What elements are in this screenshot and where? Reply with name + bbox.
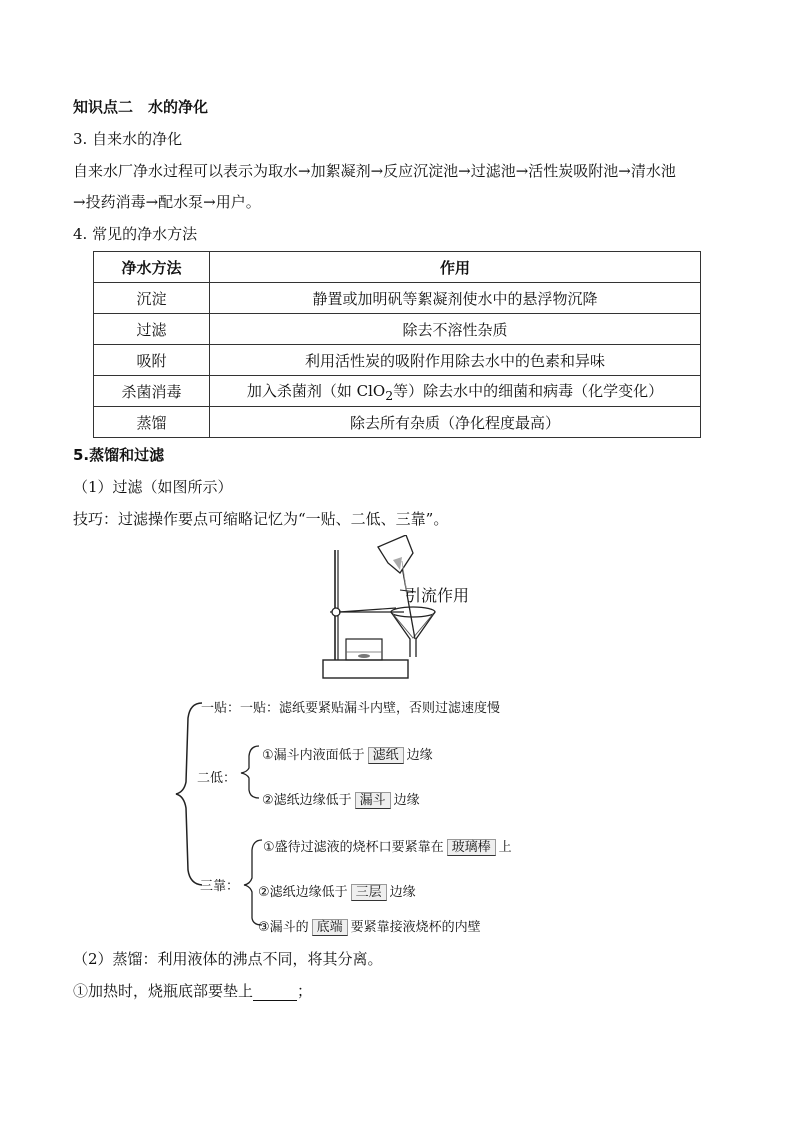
summary-brace — [174, 698, 274, 948]
rule-sankao-1-text: ①盛待过滤液的烧杯口要紧靠在 — [263, 840, 444, 855]
table-cell-method: 吸附 — [94, 345, 210, 376]
rule-sankao-2 — [258, 881, 416, 901]
answer-loudou: 漏斗 — [355, 792, 391, 809]
table-row — [94, 283, 701, 314]
effect-subscript: 2 — [385, 387, 394, 403]
filter-tip: 技巧：过滤操作要点可缩略记忆为“一贴、二低、三靠”。 — [73, 510, 449, 528]
section-3-title: 3. 自来水的净化 — [73, 130, 183, 148]
rule-yitie: 一贴：一贴：滤纸要紧贴漏斗内壁，否则过滤速度慢 — [201, 701, 501, 716]
section-heading: 知识点二 水的净化 — [73, 98, 209, 116]
answer-lvzhi: 滤纸 — [368, 747, 404, 764]
rule-sankao-1-end: 上 — [498, 840, 512, 855]
table-row — [94, 345, 701, 376]
section-3-text-line-1: 自来水厂净水过程可以表示为取水→加絮凝剂→反应沉淀池→过滤池→活性炭吸附池→清水池 — [73, 162, 676, 180]
effect-text-pre: 加入杀菌剂（如 ClO — [246, 381, 386, 400]
table-cell-method: 过滤 — [94, 314, 210, 345]
table-header-row — [94, 252, 701, 283]
section-5-title: 5.蒸馏和过滤 — [73, 446, 165, 464]
rule-erdi-1-end: 边缘 — [406, 748, 433, 763]
table-cell-method: 杀菌消毒 — [94, 376, 210, 407]
table-row — [94, 314, 701, 345]
filtration-apparatus-illustration — [318, 535, 488, 685]
section-3-text-line-2: →投药消毒→配水泵→用户。 — [73, 193, 261, 211]
effect-text-post: 等）除去水中的细菌和病毒（化学变化） — [393, 381, 664, 400]
table-cell-effect: 利用活性炭的吸附作用除去水中的色素和异味 — [210, 345, 701, 376]
table-row — [94, 407, 701, 438]
rule-sankao-3-text: ③漏斗的 — [258, 920, 309, 935]
distill-item-1-text: ①加热时，烧瓶底部要垫上 — [73, 982, 254, 1000]
table-header-effect: 作用 — [210, 252, 701, 283]
rule-sankao-2-text: ②滤纸边缘低于 — [258, 885, 348, 900]
rule-erdi-2-text: ②滤纸边缘低于 — [262, 793, 352, 808]
fill-in-blank — [253, 986, 297, 1001]
table-cell-effect: 静置或加明矾等絮凝剂使水中的悬浮物沉降 — [210, 283, 701, 314]
rule-erdi-2 — [262, 789, 420, 809]
rule-sankao-label: 三靠： — [200, 879, 240, 894]
answer-diduan: 底端 — [312, 919, 348, 936]
distill-item-1-end: ； — [297, 982, 313, 1000]
table-cell-method: 蒸馏 — [94, 407, 210, 438]
table-cell-effect: 除去所有杂质（净化程度最高） — [210, 407, 701, 438]
water-purification-table — [93, 251, 701, 438]
diagram-label-drainage: 引流作用 — [405, 586, 470, 605]
rule-sankao-1 — [263, 836, 512, 856]
table-cell-effect: 除去不溶性杂质 — [210, 314, 701, 345]
section-4-title: 4. 常见的净水方法 — [73, 225, 198, 243]
rule-sankao-2-end: 边缘 — [389, 885, 416, 900]
rule-erdi-1 — [262, 744, 433, 764]
distill-item-1 — [73, 980, 312, 1001]
table-cell-method: 沉淀 — [94, 283, 210, 314]
filter-title: （1）过滤（如图所示） — [73, 478, 233, 496]
table-cell-effect — [210, 376, 701, 407]
rule-sankao-3 — [258, 916, 481, 936]
rule-erdi-2-end: 边缘 — [393, 793, 420, 808]
answer-sanceng: 三层 — [351, 884, 387, 901]
table-header-method: 净水方法 — [94, 252, 210, 283]
answer-bolibang: 玻璃棒 — [447, 839, 496, 856]
rule-erdi-1-text: ①漏斗内液面低于 — [262, 748, 365, 763]
rule-erdi-label: 二低： — [197, 771, 237, 786]
rule-sankao-3-end: 要紧靠接液烧杯的内壁 — [350, 920, 481, 935]
table-row — [94, 376, 701, 407]
distill-title: （2）蒸馏：利用液体的沸点不同，将其分离。 — [73, 950, 383, 968]
